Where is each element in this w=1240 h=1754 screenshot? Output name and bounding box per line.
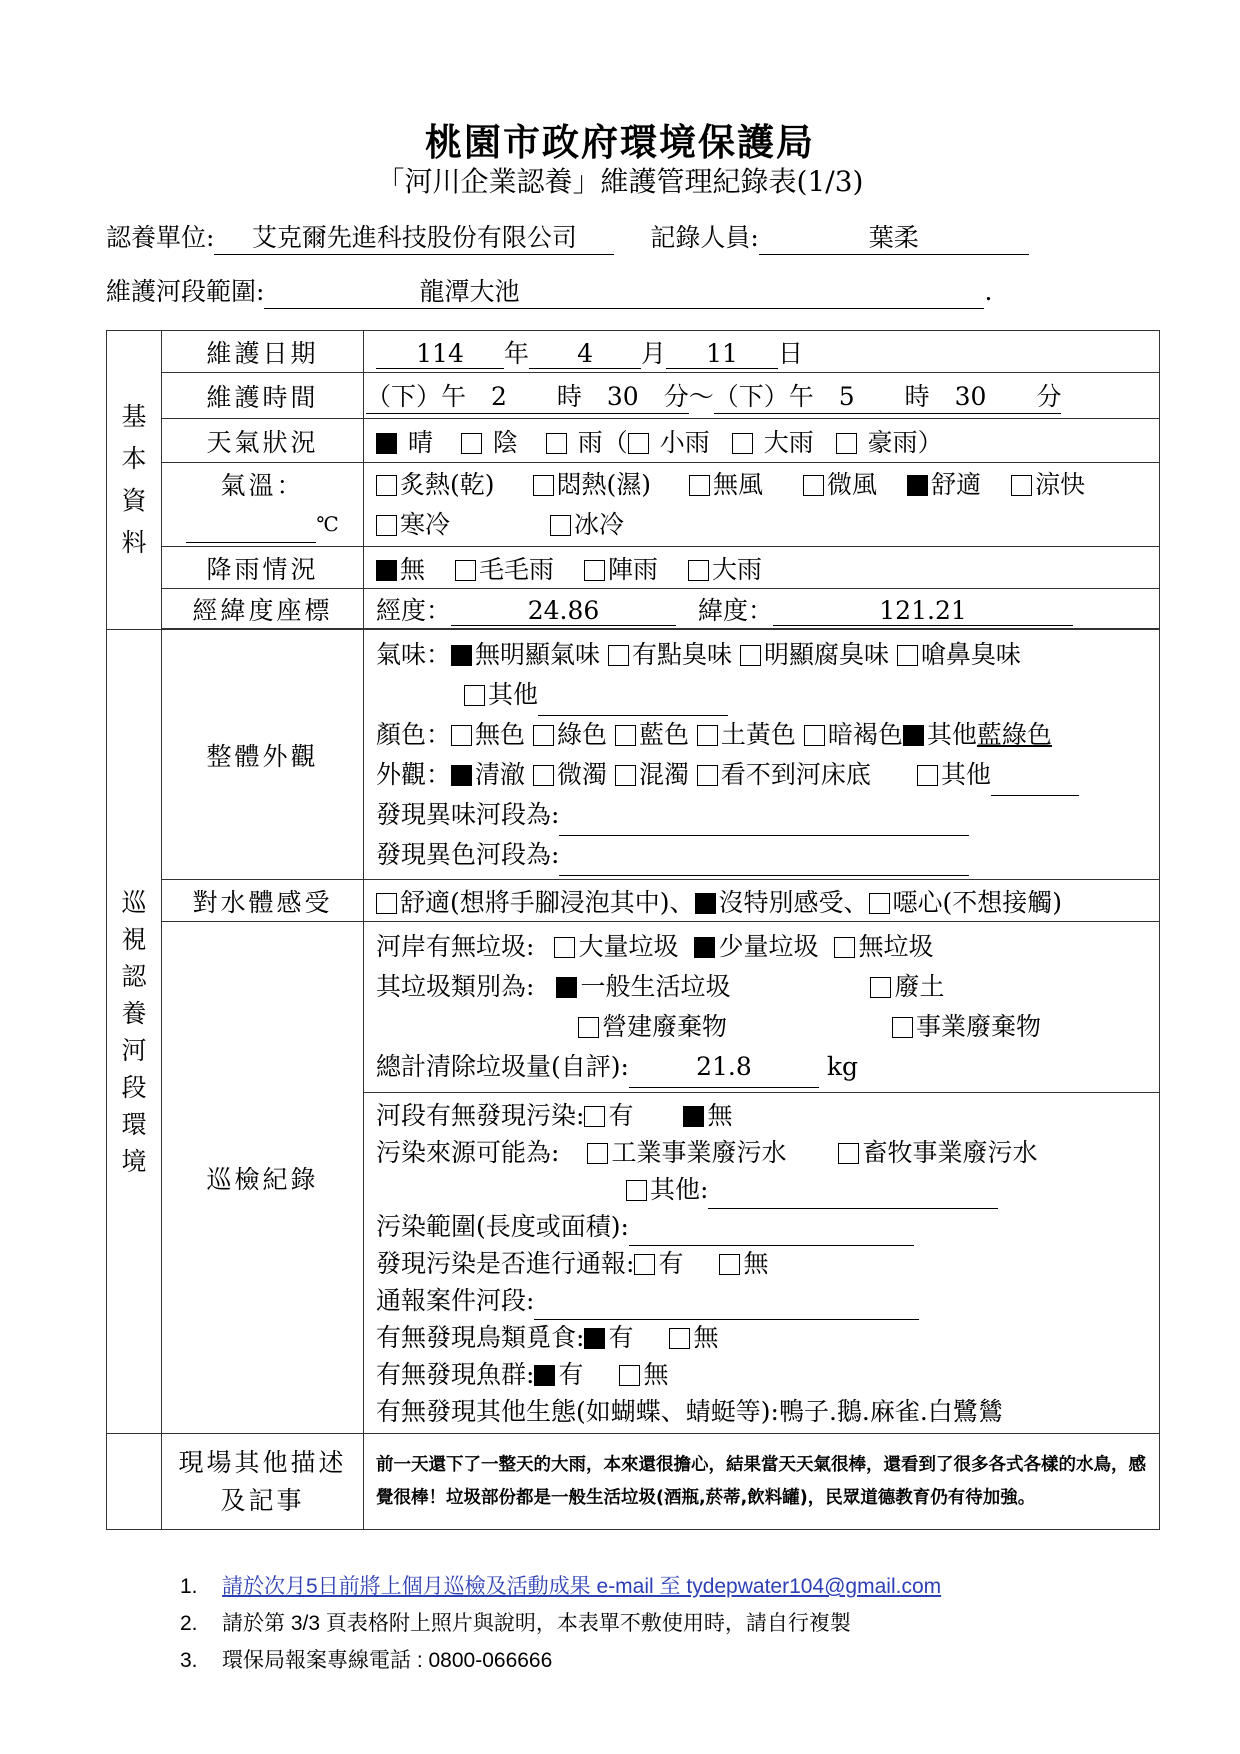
rain-none-checkbox[interactable] — [376, 560, 397, 581]
look-turbid-checkbox[interactable] — [615, 765, 636, 786]
report-no-checkbox[interactable] — [719, 1254, 740, 1275]
weather-heavy-rain-checkbox[interactable] — [732, 433, 753, 454]
rain-row: 無 毛毛雨 陣雨 大雨 — [364, 547, 1160, 589]
smell-other-input[interactable] — [538, 675, 728, 716]
other-eco-value[interactable]: 鴨子.鵝.麻雀.白鷺鷥 — [778, 1396, 1003, 1426]
range-label: 維護河段範圍: — [106, 277, 265, 306]
temp-hot-humid-checkbox[interactable] — [533, 475, 554, 496]
patrol-section-label: 巡視認養河段環境 — [107, 630, 162, 1434]
weather-storm-checkbox[interactable] — [836, 433, 857, 454]
look-clear-checkbox[interactable] — [451, 765, 472, 786]
temperature-input[interactable] — [186, 506, 316, 543]
adopt-unit-line — [106, 218, 1029, 255]
weather-light-rain-checkbox[interactable] — [628, 433, 649, 454]
trash-little-checkbox[interactable] — [694, 937, 715, 958]
feel-row: 舒適(想將手腳浸泡其中)、 沒特別感受、 噁心(不想接觸) — [364, 880, 1160, 922]
source-other-input[interactable] — [708, 1171, 998, 1209]
time-row: （下）午 2 時 30 分～（下）午 5 時 30 分 — [364, 373, 1160, 419]
basic-section-label: 基本資料 — [107, 331, 162, 630]
unit-label: 認養單位: — [106, 223, 215, 252]
rain-drizzle-checkbox[interactable] — [455, 560, 476, 581]
bird-no-checkbox[interactable] — [669, 1328, 690, 1349]
pollution-yes-checkbox[interactable] — [584, 1106, 605, 1127]
trash-construction-checkbox[interactable] — [578, 1017, 599, 1038]
color-brown-checkbox[interactable] — [804, 725, 825, 746]
temp-cool-checkbox[interactable] — [1011, 475, 1032, 496]
trash-row: 河岸有無垃圾: 大量垃圾 少量垃圾 無垃圾 其垃圾類別為: 一般生活垃圾 廢土 營建廢棄物 事業廢棄物 總計清除垃圾量(自評): 21.8 kg — [364, 922, 1160, 1093]
weather-rain-checkbox[interactable] — [546, 433, 567, 454]
coord-row: 經度： 24.86 緯度： 121.21 — [364, 589, 1160, 629]
bird-yes-checkbox[interactable] — [584, 1328, 605, 1349]
temperature-cell: 氣溫： ℃ — [162, 463, 364, 547]
temp-cold-checkbox[interactable] — [376, 515, 397, 536]
trash-household-checkbox[interactable] — [556, 977, 577, 998]
memo-label: 現場其他描述及記事 — [162, 1434, 364, 1530]
report-yes-checkbox[interactable] — [634, 1254, 655, 1275]
note-1: 1. 請於次月5日前將上個月巡檢及活動成果 e-mail 至 tydepwater104@gmail.com — [180, 1575, 942, 1598]
color-green-checkbox[interactable] — [533, 725, 554, 746]
feel-disgust-checkbox[interactable] — [869, 893, 890, 914]
weather-row: 晴 陰 雨（ 小雨 大雨 豪雨） — [364, 419, 1160, 463]
report-case-input[interactable] — [534, 1282, 919, 1320]
river-range-line — [106, 272, 992, 309]
unit-value[interactable]: 艾克爾先進科技股份有限公司 — [214, 218, 614, 255]
latitude-value[interactable]: 121.21 — [773, 596, 1073, 626]
odd-smell-input[interactable] — [559, 795, 969, 836]
rain-label: 降雨情況 — [162, 547, 364, 589]
range-end-dot: . — [984, 277, 993, 306]
appearance-label: 整體外觀 — [162, 630, 364, 880]
trash-lots-checkbox[interactable] — [554, 937, 575, 958]
trash-total-value[interactable]: 21.8 — [629, 1047, 819, 1088]
smell-other-checkbox[interactable] — [464, 685, 485, 706]
source-livestock-checkbox[interactable] — [838, 1143, 859, 1164]
source-industry-checkbox[interactable] — [587, 1143, 608, 1164]
note-3: 3. 環保局報案專線電話 : 0800-066666 — [180, 1649, 553, 1672]
trash-none-checkbox[interactable] — [834, 937, 855, 958]
smell-rotten-checkbox[interactable] — [740, 645, 761, 666]
smell-pungent-checkbox[interactable] — [897, 645, 918, 666]
weather-cloudy-checkbox[interactable] — [461, 433, 482, 454]
date-month[interactable]: 4 — [529, 339, 641, 369]
temperature-row: 炙熱(乾) 悶熱(濕) 無風 微風 舒適 涼快 寒冷 冰冷 — [364, 463, 1160, 547]
smell-none-checkbox[interactable] — [451, 645, 472, 666]
time-start[interactable]: （下）午 2 時 30 分 — [366, 377, 689, 414]
time-label: 維護時間 — [162, 373, 364, 419]
feel-nothing-checkbox[interactable] — [695, 893, 716, 914]
date-year[interactable]: 114 — [376, 339, 504, 369]
range-value[interactable]: 龍潭大池 — [264, 272, 984, 309]
inspect-label: 巡檢紀錄 — [162, 922, 364, 1434]
doc-subtitle: 「河川企業認養」維護管理紀錄表(1/3) — [376, 165, 864, 198]
record-table — [106, 330, 1160, 1530]
fish-no-checkbox[interactable] — [619, 1365, 640, 1386]
weather-label: 天氣狀況 — [162, 419, 364, 463]
look-no-bed-checkbox[interactable] — [697, 765, 718, 786]
rain-shower-checkbox[interactable] — [584, 560, 605, 581]
fish-yes-checkbox[interactable] — [534, 1365, 555, 1386]
doc-title: 桃園市政府環境保護局 — [425, 120, 815, 164]
trash-soil-checkbox[interactable] — [870, 977, 891, 998]
color-other-value[interactable]: 藍綠色 — [976, 719, 1052, 749]
source-other-checkbox[interactable] — [626, 1180, 647, 1201]
note-2: 2. 請於第 3/3 頁表格附上照片與說明，本表單不敷使用時，請自行複製 — [180, 1612, 851, 1635]
temp-no-wind-checkbox[interactable] — [689, 475, 710, 496]
memo-text[interactable]: 前一天還下了一整天的大雨，本來還很擔心，結果當天天氣很棒，還看到了很多各式各樣的水鳥，感覺很棒！垃圾部份都是一般生活垃圾(酒瓶,菸蒂,飲料罐)，民眾道德教育仍有待加強。 — [364, 1434, 1160, 1530]
pollution-no-checkbox[interactable] — [683, 1106, 704, 1127]
time-end[interactable]: （下）午 5 時 30 分 — [714, 377, 1062, 414]
color-blue-checkbox[interactable] — [615, 725, 636, 746]
trash-business-checkbox[interactable] — [892, 1017, 913, 1038]
odd-color-input[interactable] — [559, 835, 969, 876]
pollution-range-input[interactable] — [629, 1208, 914, 1246]
recorder-label: 記錄人員: — [650, 223, 759, 252]
temp-breeze-checkbox[interactable] — [803, 475, 824, 496]
date-day[interactable]: 11 — [666, 339, 778, 369]
longitude-value[interactable]: 24.86 — [451, 596, 676, 626]
color-none-checkbox[interactable] — [451, 725, 472, 746]
appearance-row: 氣味： 無明顯氣味 有點臭味 明顯腐臭味 嗆鼻臭味 其他 顏色： 無色 綠色 藍色 土黃色 暗褐色 其他藍綠色 外觀： 清澈 微濁 混濁 看不到河床底 其他 發現異味河段為: 發現異色河段為: — [364, 630, 1160, 880]
feel-label: 對水體感受 — [162, 880, 364, 922]
look-other-checkbox[interactable] — [917, 765, 938, 786]
temp-hot-dry-checkbox[interactable] — [376, 475, 397, 496]
look-slight-turbid-checkbox[interactable] — [533, 765, 554, 786]
temp-freezing-checkbox[interactable] — [550, 515, 571, 536]
feel-comfortable-checkbox[interactable] — [376, 893, 397, 914]
weather-sunny-checkbox[interactable] — [376, 433, 397, 454]
look-other-input[interactable] — [991, 755, 1079, 796]
note-email-link[interactable]: 請於次月5日前將上個月巡檢及活動成果 e-mail 至 tydepwater104@gmail.com — [222, 1575, 942, 1598]
color-yellow-checkbox[interactable] — [697, 725, 718, 746]
color-other-checkbox[interactable] — [903, 725, 924, 746]
memo-spacer — [107, 1434, 162, 1530]
recorder-value[interactable]: 葉柔 — [759, 218, 1029, 255]
pollution-row: 河段有無發現污染: 有 無 污染來源可能為: 工業事業廢污水 畜牧事業廢污水 其他: 污染範圍(長度或面積): 發現污染是否進行通報: 有 無 通報案件河段: 有無發現鳥類覓食: 有 無 有無發現魚群: 有 無 有無發現其他生態(如蝴蝶、蜻蜓等):鴨子.鵝.麻雀.白鷺鷥 — [364, 1093, 1160, 1434]
smell-slight-checkbox[interactable] — [608, 645, 629, 666]
rain-heavy-checkbox[interactable] — [688, 560, 709, 581]
temp-comfortable-checkbox[interactable] — [907, 475, 928, 496]
date-label: 維護日期 — [162, 331, 364, 373]
coord-label: 經緯度座標 — [162, 589, 364, 629]
date-row: 114 年 4 月 11 日 — [364, 331, 1160, 373]
